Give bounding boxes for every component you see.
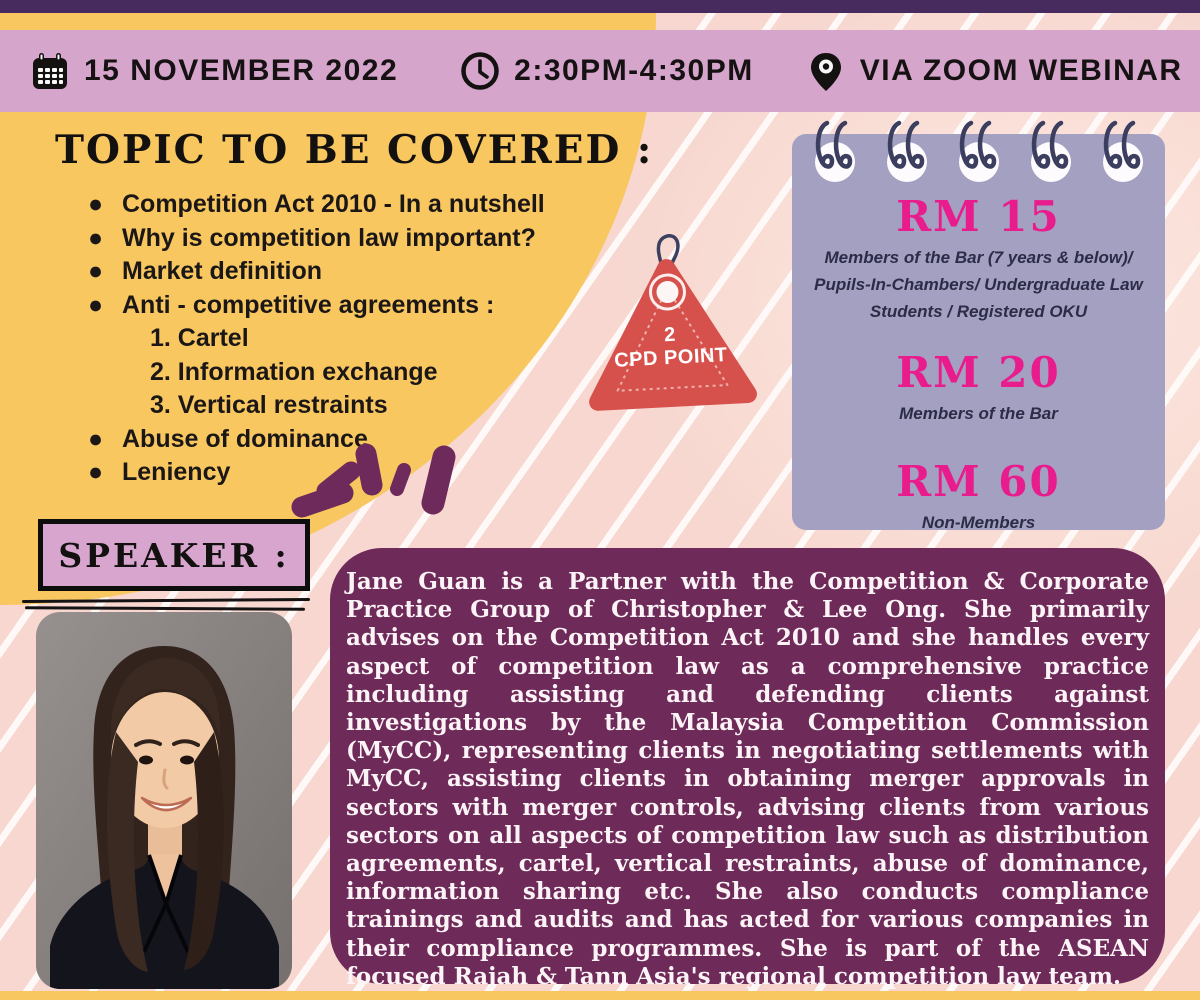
cpd-point-tag: [578, 224, 759, 419]
bullet-dot: ●: [88, 424, 104, 453]
binder-ring-icon: [883, 118, 931, 184]
bullet-dot: ●: [88, 290, 104, 319]
bullet-dot: ●: [88, 257, 104, 285]
fee-audience: Members of the Bar (7 years & below)/ Pupils-In-Chambers/ Undergraduate Law Students / Registered OKU: [814, 248, 1143, 322]
speaker-bio-text: Jane Guan is a Partner with the Competition & Corporate Practice Group of Christopher & Lee Ong. She primarily advises on the Competition Act 2010 and she handles every aspect of competition law as a comprehensive practice including assisting and defending clients against investigations by the Malaysia Competition Commission (MyCC), representing clients in negotiating settlements with MyCC, assisting clients in obtaining merger approvals in sectors with merger controls, advising clients from various sectors on all aspects of competition law such as distribution agreements, cartel, vertical restraints, abuse of dominance, information sharing etc. She also conducts compliance trainings and audits and has acted for various companies in their compliance programmes. She is part of the ASEAN focused Rajah & Tann Asia's regional competition law team.: [346, 568, 1149, 990]
fees-notepad: [792, 134, 1165, 530]
binder-ring-icon: [1027, 118, 1075, 184]
binder-ring-icon: [811, 118, 859, 184]
speaker-portrait-photo: [36, 612, 292, 989]
fee-entry: [792, 347, 1165, 427]
topic-sub-item: 1. Cartel: [150, 324, 249, 352]
binder-ring-icon: [1099, 118, 1147, 184]
topic-item: ● Leniency: [88, 456, 588, 490]
topic-item: ● Anti - competitive agreements :: [88, 289, 588, 323]
calendar-icon: [30, 51, 70, 91]
location-pin-icon: [806, 51, 846, 91]
topic-item: ● Market definition: [88, 255, 588, 289]
speaker-label: SPEAKER :: [58, 535, 290, 575]
bottom-yellow-strip: [0, 991, 1200, 1000]
topic-item: ● Abuse of dominance: [88, 423, 588, 457]
top-purple-strip: [0, 0, 1200, 13]
speaker-bio-box: [330, 548, 1165, 990]
event-time-item: [460, 51, 754, 91]
fee-price: RM 20: [896, 347, 1061, 397]
topic-sub-item: 2. Information exchange: [150, 357, 438, 386]
event-date: 15 NOVEMBER 2022: [84, 54, 399, 87]
event-venue-item: [806, 51, 1183, 91]
cpd-tag-text: [583, 319, 757, 374]
speaker-underline: [25, 606, 305, 610]
fee-price: RM 15: [896, 192, 1061, 241]
topics-heading: TOPIC TO BE COVERED :: [55, 127, 654, 173]
speaker-portrait-illustration: [36, 612, 292, 989]
topic-item: ● Why is competition law important?: [88, 222, 588, 256]
topic-sub-item: 3. Vertical restraints: [150, 391, 388, 419]
fee-entry: [792, 192, 1165, 326]
event-info-bar: [0, 30, 1200, 112]
bullet-dot: ●: [88, 223, 104, 252]
cpd-point-label: CPD POINT: [613, 343, 729, 372]
fee-audience: Members of the Bar: [899, 403, 1058, 423]
event-venue: VIA ZOOM WEBINAR: [859, 54, 1183, 87]
clock-icon: [460, 51, 500, 91]
speaker-underline: [22, 598, 310, 603]
topic-item: ● Competition Act 2010 - In a nutshell: [88, 188, 588, 222]
event-date-item: [30, 51, 398, 91]
binder-ring-icon: [955, 118, 1003, 184]
bullet-dot: ●: [88, 190, 104, 218]
fee-entry: [792, 456, 1165, 536]
fee-audience: Non-Members: [921, 512, 1036, 532]
bullet-dot: ●: [88, 458, 104, 486]
speaker-label-box: [38, 519, 310, 591]
event-time: 2:30PM-4:30PM: [514, 54, 754, 87]
cpd-point-count: 2: [663, 323, 676, 347]
fee-price: RM 60: [896, 456, 1061, 506]
